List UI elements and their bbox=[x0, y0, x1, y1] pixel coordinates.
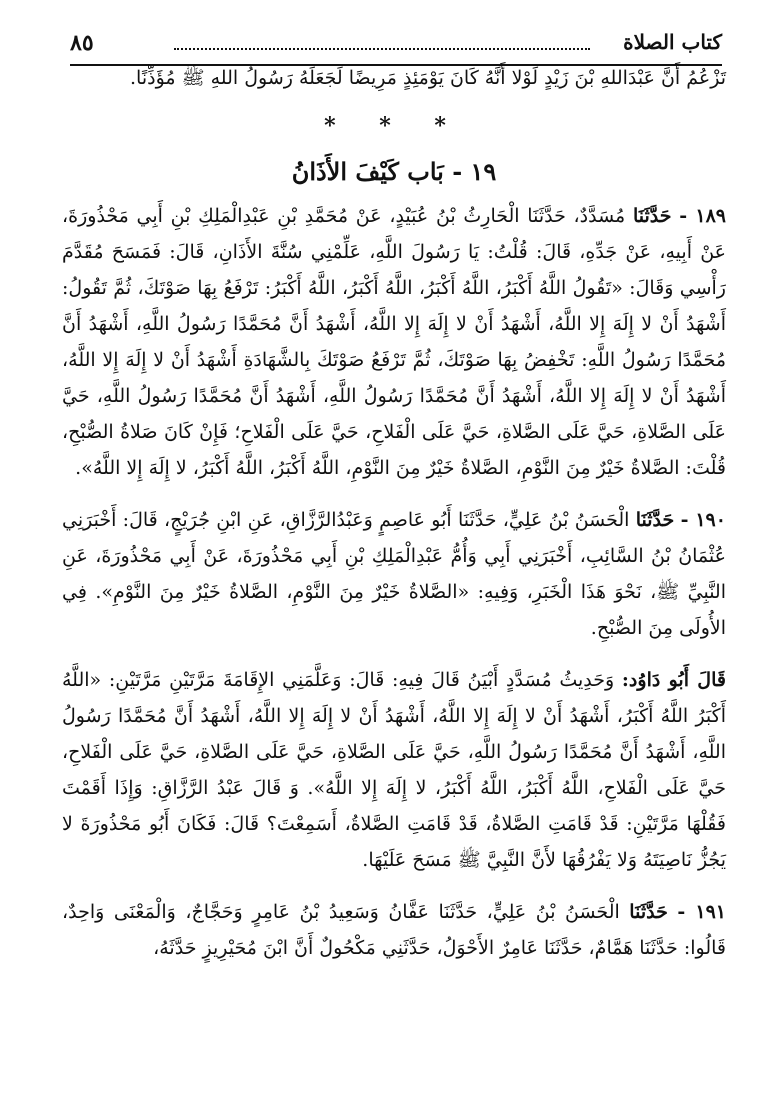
header-dotted-leader bbox=[174, 48, 590, 50]
intro-text: تَزْعُمُ أَنَّ عَبْدَاللهِ بْنَ زَيْدٍ لَوْلا أَنَّهُ كَانَ يَوْمَئِذٍ مَرِيضًا لَجَعَلَهُ رَسُولُ اللهِ ﷺ مُؤَذِّنًا. bbox=[130, 67, 726, 89]
abu-dawud-commentary bbox=[62, 662, 726, 878]
page-number: ٨٥ bbox=[70, 30, 94, 56]
hadith-190-number: ١٩٠ - bbox=[680, 509, 726, 531]
hadith-190-opening: حَدَّثَنَا bbox=[635, 509, 675, 531]
hadith-190 bbox=[62, 502, 726, 646]
header-book-title: كتاب الصلاة bbox=[623, 30, 722, 54]
abu-dawud-text: وَحَدِيثُ مُسَدَّدٍ أَبْيَنُ قَالَ فِيهِ: قَالَ: وَعَلَّمَنِي الإِقَامَةَ مَرَّتَيْنِ مَرَّتَيْنِ: «اللَّهُ أَكْبَرُ اللَّهُ أَكْبَرُ، أَشْهَدُ أَنْ لا إِلَهَ إِلا اللَّهُ، أَشْهَدُ أَنْ لا إِلَهَ إِلا اللَّهُ، أَشْهَدُ أَنَّ مُحَمَّدًا رَسُولُ اللَّهِ، أَشْهَدُ أَنَّ مُحَمَّدًا رَسُولُ اللَّهِ، حَيَّ عَلَى الصَّلاةِ، حَيَّ عَلَى الصَّلاةِ، حَيَّ عَلَى الْفَلاحِ، حَيَّ عَلَى الْفَلاحِ، اللَّهُ أَكْبَرُ، اللَّهُ أَكْبَرُ، لا إِلَهَ إِلا اللَّهُ». وَ قَالَ عَبْدُ الرَّزَّاقِ: وَإِذَا أَقَمْتَ فَقُلْهَا مَرَّتَيْنِ: قَدْ قَامَتِ الصَّلاةُ، قَدْ قَامَتِ الصَّلاةُ، أَسَمِعْتَ؟ قَالَ: فَكَانَ أَبُو مَحْذُورَةَ لا يَجُزُّ نَاصِيَتَهُ وَلا يَفْرُقُهَا لأَنَّ النَّبِيَّ ﷺ مَسَحَ عَلَيْهَا. bbox=[62, 669, 726, 871]
hadith-189 bbox=[62, 198, 726, 486]
chapter-title: ١٩ - بَاب كَيْفَ الأَذَانُ bbox=[291, 157, 497, 186]
abu-dawud-lead: قَالَ أَبُو دَاوُد: bbox=[621, 669, 726, 691]
hadith-190-text: الْحَسَنُ بْنُ عَلِيٍّ، حَدَّثَنَا أَبُو عَاصِمٍ وَعَبْدُالرَّزَّاقِ، عَنِ ابْنِ جُرَيْجٍ، قَالَ: أَخْبَرَنِي عُثْمَانُ بْنُ السَّائِبِ، أَخْبَرَنِي أَبِي وَأُمُّ عَبْدِالْمَلِكِ بْنِ أَبِي مَحْذُورَةَ، عَنْ أَبِي مَحْذُورَةَ، عَنِ النَّبِيِّ ﷺ، نَحْوَ هَذَا الْخَبَرِ، وَفِيهِ: «الصَّلاةُ خَيْرٌ مِنَ النَّوْمِ، الصَّلاةُ خَيْرٌ مِنَ النَّوْمِ». فِي الأُولَى مِنَ الصُّبْحِ. bbox=[62, 509, 726, 639]
hadith-191-opening: حَدَّثَنَا bbox=[629, 901, 668, 923]
hadith-191-number: ١٩١ - bbox=[677, 901, 726, 923]
page-body bbox=[62, 60, 726, 966]
hadith-189-text: مُسَدَّدٌ، حَدَّثَنَا الْحَارِثُ بْنُ عُبَيْدٍ، عَنْ مُحَمَّدِ بْنِ عَبْدِالْمَلِكِ بْنِ أَبِي مَحْذُورَةَ، عَنْ أَبِيهِ، عَنْ جَدِّهِ، قَالَ: قُلْتُ: يَا رَسُولَ اللَّهِ، عَلِّمْنِي سُنَّةَ الأَذَانِ، قَالَ: فَمَسَحَ مُقَدَّمَ رَأْسِي وَقَالَ: «تَقُولُ اللَّهُ أَكْبَرُ، اللَّهُ أَكْبَرُ، اللَّهُ أَكْبَرُ، اللَّهُ أَكْبَرُ: تَرْفَعُ بِهَا صَوْتَكَ، ثُمَّ تَقُولُ: أَشْهَدُ أَنْ لا إِلَهَ إِلا اللَّهُ، أَشْهَدُ أَنْ لا إِلَهَ إِلا اللَّهُ، أَشْهَدُ أَنَّ مُحَمَّدًا رَسُولُ اللَّهِ، أَشْهَدُ أَنَّ مُحَمَّدًا رَسُولُ اللَّهِ: تَخْفِضُ بِهَا صَوْتَكَ، ثُمَّ تَرْفَعُ صَوْتَكَ بِالشَّهَادَةِ أَشْهَدُ أَنْ لا إِلَهَ إِلا اللَّهُ، أَشْهَدُ أَنْ لا إِلَهَ إِلا اللَّهُ، أَشْهَدُ أَنَّ مُحَمَّدًا رَسُولُ اللَّهِ، أَشْهَدُ أَنَّ مُحَمَّدًا رَسُولُ اللَّهِ، حَيَّ عَلَى الصَّلاةِ، حَيَّ عَلَى الصَّلاةِ، حَيَّ عَلَى الْفَلاحِ، حَيَّ عَلَى الْفَلاحِ؛ فَإِنْ كَانَ صَلاةُ الصُّبْحِ، قُلْتَ: الصَّلاةُ خَيْرٌ مِنَ النَّوْمِ، الصَّلاةُ خَيْرٌ مِنَ النَّوْمِ، اللَّهُ أَكْبَرُ، اللَّهُ أَكْبَرُ، لا إِلَهَ إِلا اللَّهُ». bbox=[62, 205, 726, 479]
hadith-189-opening: حَدَّثَنَا bbox=[632, 205, 672, 227]
hadith-191-text: الْحَسَنُ بْنُ عَلِيٍّ، حَدَّثَنَا عَفَّانُ وَسَعِيدُ بْنُ عَامِرٍ وَحَجَّاجٌ، وَالْمَعْنَى وَاحِدٌ، قَالُوا: حَدَّثَنَا هَمَّامٌ، حَدَّثَنَا عَامِرٌ الأَحْوَلُ، حَدَّثَنِي مَكْحُولٌ أَنَّ ابْنَ مُحَيْرِيزٍ حَدَّثَهُ، bbox=[62, 901, 726, 959]
hadith-191 bbox=[62, 894, 726, 966]
hadith-189-number: ١٨٩ - bbox=[679, 205, 726, 227]
section-separator-stars: * * * bbox=[324, 113, 464, 139]
